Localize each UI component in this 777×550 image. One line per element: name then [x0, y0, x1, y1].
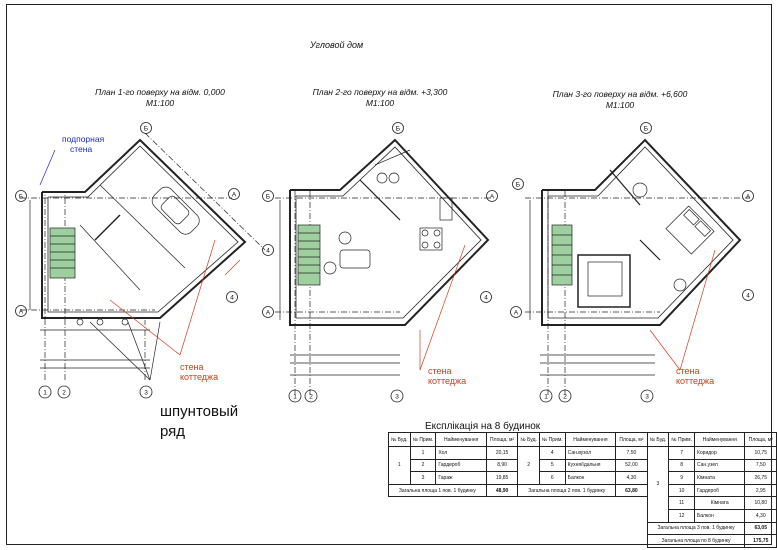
plan-1-geometry: [20, 133, 265, 380]
plan-2-title-text: План 2-го поверху на відм. +3,300: [312, 87, 448, 97]
cell: Балкон: [565, 472, 616, 485]
col-area: Площа, м²: [616, 433, 648, 447]
empty-cell: [389, 522, 648, 535]
sheet-pile-line2: ряд: [160, 423, 186, 440]
axis-b-label: Б: [515, 181, 521, 189]
axis-b-label: Б: [643, 125, 649, 133]
cell: 10,75: [745, 447, 777, 460]
axis-b-label: Б: [143, 125, 149, 133]
axis-a-label: А: [745, 193, 751, 201]
retaining-wall-line1: подпорная: [62, 134, 105, 144]
axis-4-label: 4: [484, 294, 488, 302]
col-name: Найменування: [565, 433, 616, 447]
floor2-total: 63,80: [616, 484, 648, 497]
plan-3-title-text: План 3-го поверху на відм. +6,600: [552, 89, 688, 99]
grand-total-label: Загальна площа по 8 будинку: [647, 535, 745, 548]
cell: Гараж: [436, 472, 487, 485]
axis-a-label: А: [489, 193, 495, 201]
axis-2-label: 2: [563, 393, 567, 401]
table-row: [389, 484, 777, 497]
cell: 3: [410, 472, 436, 485]
axis-2-label: 2: [62, 389, 66, 397]
floor3-total-label: Загальна площа 3 пов. 1 будинку: [647, 522, 745, 535]
table-header-row: [389, 433, 777, 447]
floor1-total: 48,90: [486, 484, 518, 497]
cell: 9: [669, 472, 695, 485]
axis-a-label: А: [513, 309, 519, 317]
cell: Балкон: [694, 509, 745, 522]
cell: 10,80: [745, 497, 777, 510]
col-room: № Прим.: [539, 433, 565, 447]
plan-2-scale: М1:100: [365, 98, 395, 108]
axis-5-label: 4: [266, 247, 270, 255]
plan-3-geometry: [525, 140, 750, 395]
cell: 10: [669, 484, 695, 497]
cell: 8: [669, 459, 695, 472]
axis-a-label: А: [231, 191, 237, 199]
cottage-wall-note-3: [676, 366, 714, 386]
table-row: [389, 447, 777, 460]
floor2-total-label: Загальна площа 2 пов. 1 будинку: [518, 484, 616, 497]
cell: 20,15: [486, 447, 518, 460]
col-room: № Прим.: [410, 433, 436, 447]
cell: 7: [669, 447, 695, 460]
cell: 7,50: [616, 447, 648, 460]
retaining-wall-note: [62, 134, 104, 154]
floor3-total: 63,05: [745, 522, 777, 535]
table-row: [389, 535, 777, 548]
cell: 8,90: [486, 459, 518, 472]
cell: Кімната: [694, 497, 745, 510]
explication-title: Експлікація на 8 будинок: [425, 421, 541, 432]
col-name: Найменування: [436, 433, 487, 447]
sheet-title: Угловой дом: [310, 40, 364, 50]
axis-1-label: 1: [43, 389, 47, 397]
axis-b-label: Б: [18, 193, 24, 201]
cottage-wall-line2: коттеджа: [676, 376, 715, 386]
cottage-wall-note-1: [180, 362, 218, 382]
plan-3-scale: М1:100: [605, 100, 635, 110]
plan-2-geometry: [275, 140, 490, 395]
table-row: [389, 459, 777, 472]
cell: Коридор: [694, 447, 745, 460]
axis-a-label: А: [18, 308, 24, 316]
cell: 52,00: [616, 459, 648, 472]
cottage-wall-line1: стена: [428, 366, 452, 376]
axis-a-label: А: [265, 309, 271, 317]
axis-2-label: 2: [309, 393, 313, 401]
axis-4-label: 4: [746, 292, 750, 300]
cell: Сан.вузол: [565, 447, 616, 460]
cottage-wall-line1: стена: [180, 362, 204, 372]
axis-3-label: 3: [144, 389, 148, 397]
cell: 4,30: [745, 509, 777, 522]
cell: 19,85: [486, 472, 518, 485]
cell: 4: [539, 447, 565, 460]
cell: Кімната: [694, 472, 745, 485]
col-building: № Буд.: [389, 433, 411, 447]
cell: Сан.узел: [694, 459, 745, 472]
cottage-wall-line1: стена: [676, 366, 700, 376]
cell: Гардероб: [694, 484, 745, 497]
empty-cell: [389, 497, 648, 510]
plan-1-title-text: План 1-го поверху на відм. 0,000: [95, 87, 225, 97]
axis-1-label: 1: [544, 393, 548, 401]
col-building: № Буд.: [518, 433, 540, 447]
cell: 11: [669, 497, 695, 510]
sheet-pile-note: [160, 402, 238, 442]
cell: Кухня/їдальня: [565, 459, 616, 472]
table-row: [389, 522, 777, 535]
cell: 5: [539, 459, 565, 472]
table-row: [389, 509, 777, 522]
axis-b-label: Б: [395, 125, 401, 133]
col-name: Найменування: [694, 433, 745, 447]
cell: 2,95: [745, 484, 777, 497]
retaining-wall-line2: стена: [70, 144, 93, 154]
col-building: № Буд.: [647, 433, 669, 447]
axis-4-label: 4: [230, 294, 234, 302]
axis-b-label: Б: [265, 193, 271, 201]
cell: 7,50: [745, 459, 777, 472]
grand-total: 175,75: [745, 535, 777, 548]
sheet-pile-line1: шпунтовый: [160, 403, 239, 420]
cell: 12: [669, 509, 695, 522]
cell: Гардероб: [436, 459, 487, 472]
axis-3-label: 3: [645, 393, 649, 401]
col-area: Площа, м²: [486, 433, 518, 447]
table-row: [389, 472, 777, 485]
cottage-wall-line2: коттеджа: [180, 372, 219, 382]
cottage-wall-note-2: [428, 366, 466, 386]
col-room: № Прим.: [669, 433, 695, 447]
floor1-total-label: Загальна площа 1 пов. 1 будинку: [389, 484, 487, 497]
empty-cell: [389, 509, 648, 522]
col-area: Площа, м²: [745, 433, 777, 447]
axis-1-label: 1: [293, 393, 297, 401]
cell: 6: [539, 472, 565, 485]
cell: 26,75: [745, 472, 777, 485]
cell: 1: [410, 447, 436, 460]
axis-3-label: 3: [395, 393, 399, 401]
cell: 2: [410, 459, 436, 472]
cell: Хол: [436, 447, 487, 460]
cell: 1: [389, 447, 411, 485]
cottage-wall-line2: коттеджа: [428, 376, 467, 386]
empty-cell: [389, 535, 648, 548]
cell: 4,30: [616, 472, 648, 485]
cell: 2: [518, 447, 540, 485]
table-row: [389, 497, 777, 510]
cell: 3: [647, 447, 669, 523]
plan-1-scale: М1:100: [145, 98, 175, 108]
explication-table: [388, 432, 777, 548]
